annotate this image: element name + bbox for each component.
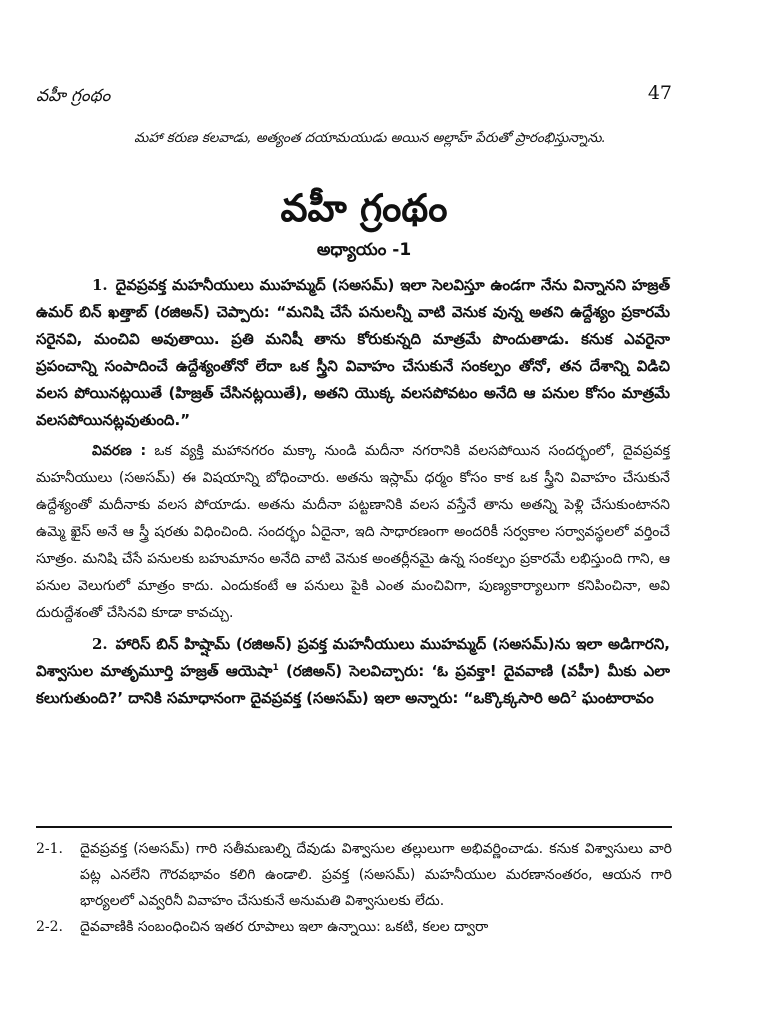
footnote-item bbox=[36, 836, 672, 914]
explanation-text: ఒక వ్యక్తి మహానగరం మక్కా నుండి మదీనా నగరానికి వలసపోయిన సందర్భంలో, దైవప్రవక్త మహనీయులు (సఅసమ్) ఈ విషయాన్ని బోధించారు. అతను ఇస్లామ్ ధర్మం కోసం కాక ఒక స్త్రీని వివాహం చేసుకునే ఉద్దేశ్యంతో మదీనాకు వలస పోయాడు. అతను మదీనా పట్టణానికి వలస వస్తేనే తాను అతన్ని పెళ్లి చేసుకుంటానని ఉమ్మె ఖైస్ అనే ఆ స్త్రీ షరతు విధించింది. సందర్భం ఏదైనా, ఇది సాధారణంగా అందరికీ సర్వకాల సర్వావస్థలలో వర్తించే సూత్రం. మనిషి చేసే పనులకు బహుమానం అనేది వాటి వెనుక అంతర్లీనమై ఉన్న సంకల్పం ప్రకారమే లభిస్తుంది గాని, ఆ పనుల వెలుగులో మాత్రం కాదు. ఎందుకంటే ఆ పనులు పైకి ఎంత మంచివిగా, పుణ్యకార్యాలుగా కనిపించినా, అవి దురుద్దేశంతో చేసినవి కూడా కావచ్చు. bbox=[36, 443, 670, 621]
footnote-ref-2[interactable]: 2 bbox=[570, 690, 577, 700]
footnote-text: దైవప్రవక్త (సఅసమ్) గారి సతీమణుల్ని దేవుడు విశ్వాసుల తల్లులుగా అభివర్ణించాడు. కనుక విశ్వాసులు వారి పట్ల ఎనలేని గౌరవభావం కలిగి ఉండాలి. ప్రవక్త (సఅసమ్) మహనీయుల మరణానంతరం, ఆయన గారి భార్యలలో ఎవ్వరినీ వివాహం చేసుకునే అనుమతి విశ్వాసులకు లేదు. bbox=[80, 841, 672, 909]
hadith-2-text-a: హారిస్ బిన్ హిష్షామ్ (రజిఅన్) ప్రవక్త మహనీయులు ముహమ్మద్ (సఅసమ్)ను ఇలా అడిగారని, విశ్వాసుల మాతృమూర్తి హజ్రత్ ఆయెషా bbox=[36, 635, 670, 680]
page-number: 47 bbox=[647, 82, 672, 104]
hadith-2-text-c: ఘంటారావం bbox=[576, 689, 654, 707]
hadith-1-number: 1. bbox=[92, 276, 108, 294]
hadith-2-number: 2. bbox=[92, 635, 108, 653]
footnote-number: 2-2. bbox=[36, 919, 63, 935]
footnote-number: 2-1. bbox=[36, 841, 63, 857]
explanation-label: వివరణ : bbox=[92, 443, 147, 459]
footnote-text: దైవవాణికి సంబంధించిన ఇతర రూపాలు ఇలా ఉన్నాయి: ఒకటి, కలల ద్వారా bbox=[80, 919, 489, 935]
hadith-2-text-b: (రజిఅన్) సెలవిచ్చారు: ‘ఓ ప్రవక్తా! దైవవాణి (వహీ) మీకు ఎలా కలుగుతుంది?’ దానికి సమాధానంగా దైవప్రవక్త (సఅసమ్) ఇలా అన్నారు: “ఒక్కొక్కసారి అది bbox=[36, 662, 670, 707]
hadith-1-text: దైవప్రవక్త మహనీయులు ముహమ్మద్ (సఅసమ్) ఇలా సెలవిస్తూ ఉండగా నేను విన్నానని హజ్రత్ ఉమర్ బిన్ ఖత్తాబ్ (రజిఅన్) చెప్పారు: “మనిషి చేసే పనులన్నీ వాటి వెనుక వున్న అతని ఉద్దేశ్యం ప్రకారమే సరైనవి, మంచివి అవుతాయి. ప్రతి మనిషీ తాను కోరుకున్నది మాత్రమే పొందుతాడు. కనుక ఎవరైనా ప్రపంచాన్ని సంపాదించే ఉద్దేశ్యంతోనో లేదా ఒక స్త్రీని వివాహం చేసుకునే సంకల్పం తోనో, తన దేశాన్ని విడిచి వలస పోయినట్లయితే (హిజ్రత్ చేసినట్లయితే), అతని యొక్క వలసపోవటం అనేది ఆ పనుల కోసం మాత్రమే వలసపోయినట్లవుతుంది.” bbox=[36, 276, 670, 429]
footnote-item bbox=[36, 914, 672, 940]
running-title: వహీ గ్రంథం bbox=[36, 86, 111, 106]
body-text bbox=[36, 272, 670, 716]
invocation-line: మహా కరుణ కలవాడు, అత్యంత దయామయుడు అయిన అల్లాహ్ పేరుతో ప్రారంభిస్తున్నాను. bbox=[134, 130, 606, 146]
hadith-2-paragraph bbox=[36, 631, 670, 712]
explanation-paragraph bbox=[36, 438, 670, 627]
footnote-ref-1[interactable]: 1 bbox=[272, 663, 279, 673]
hadith-1-paragraph bbox=[36, 272, 670, 434]
footnote-divider bbox=[36, 826, 672, 828]
page-title: వహీ గ్రంథం bbox=[280, 186, 448, 230]
chapter-heading: అధ్యాయం -1 bbox=[316, 240, 412, 260]
footnotes bbox=[36, 836, 672, 940]
